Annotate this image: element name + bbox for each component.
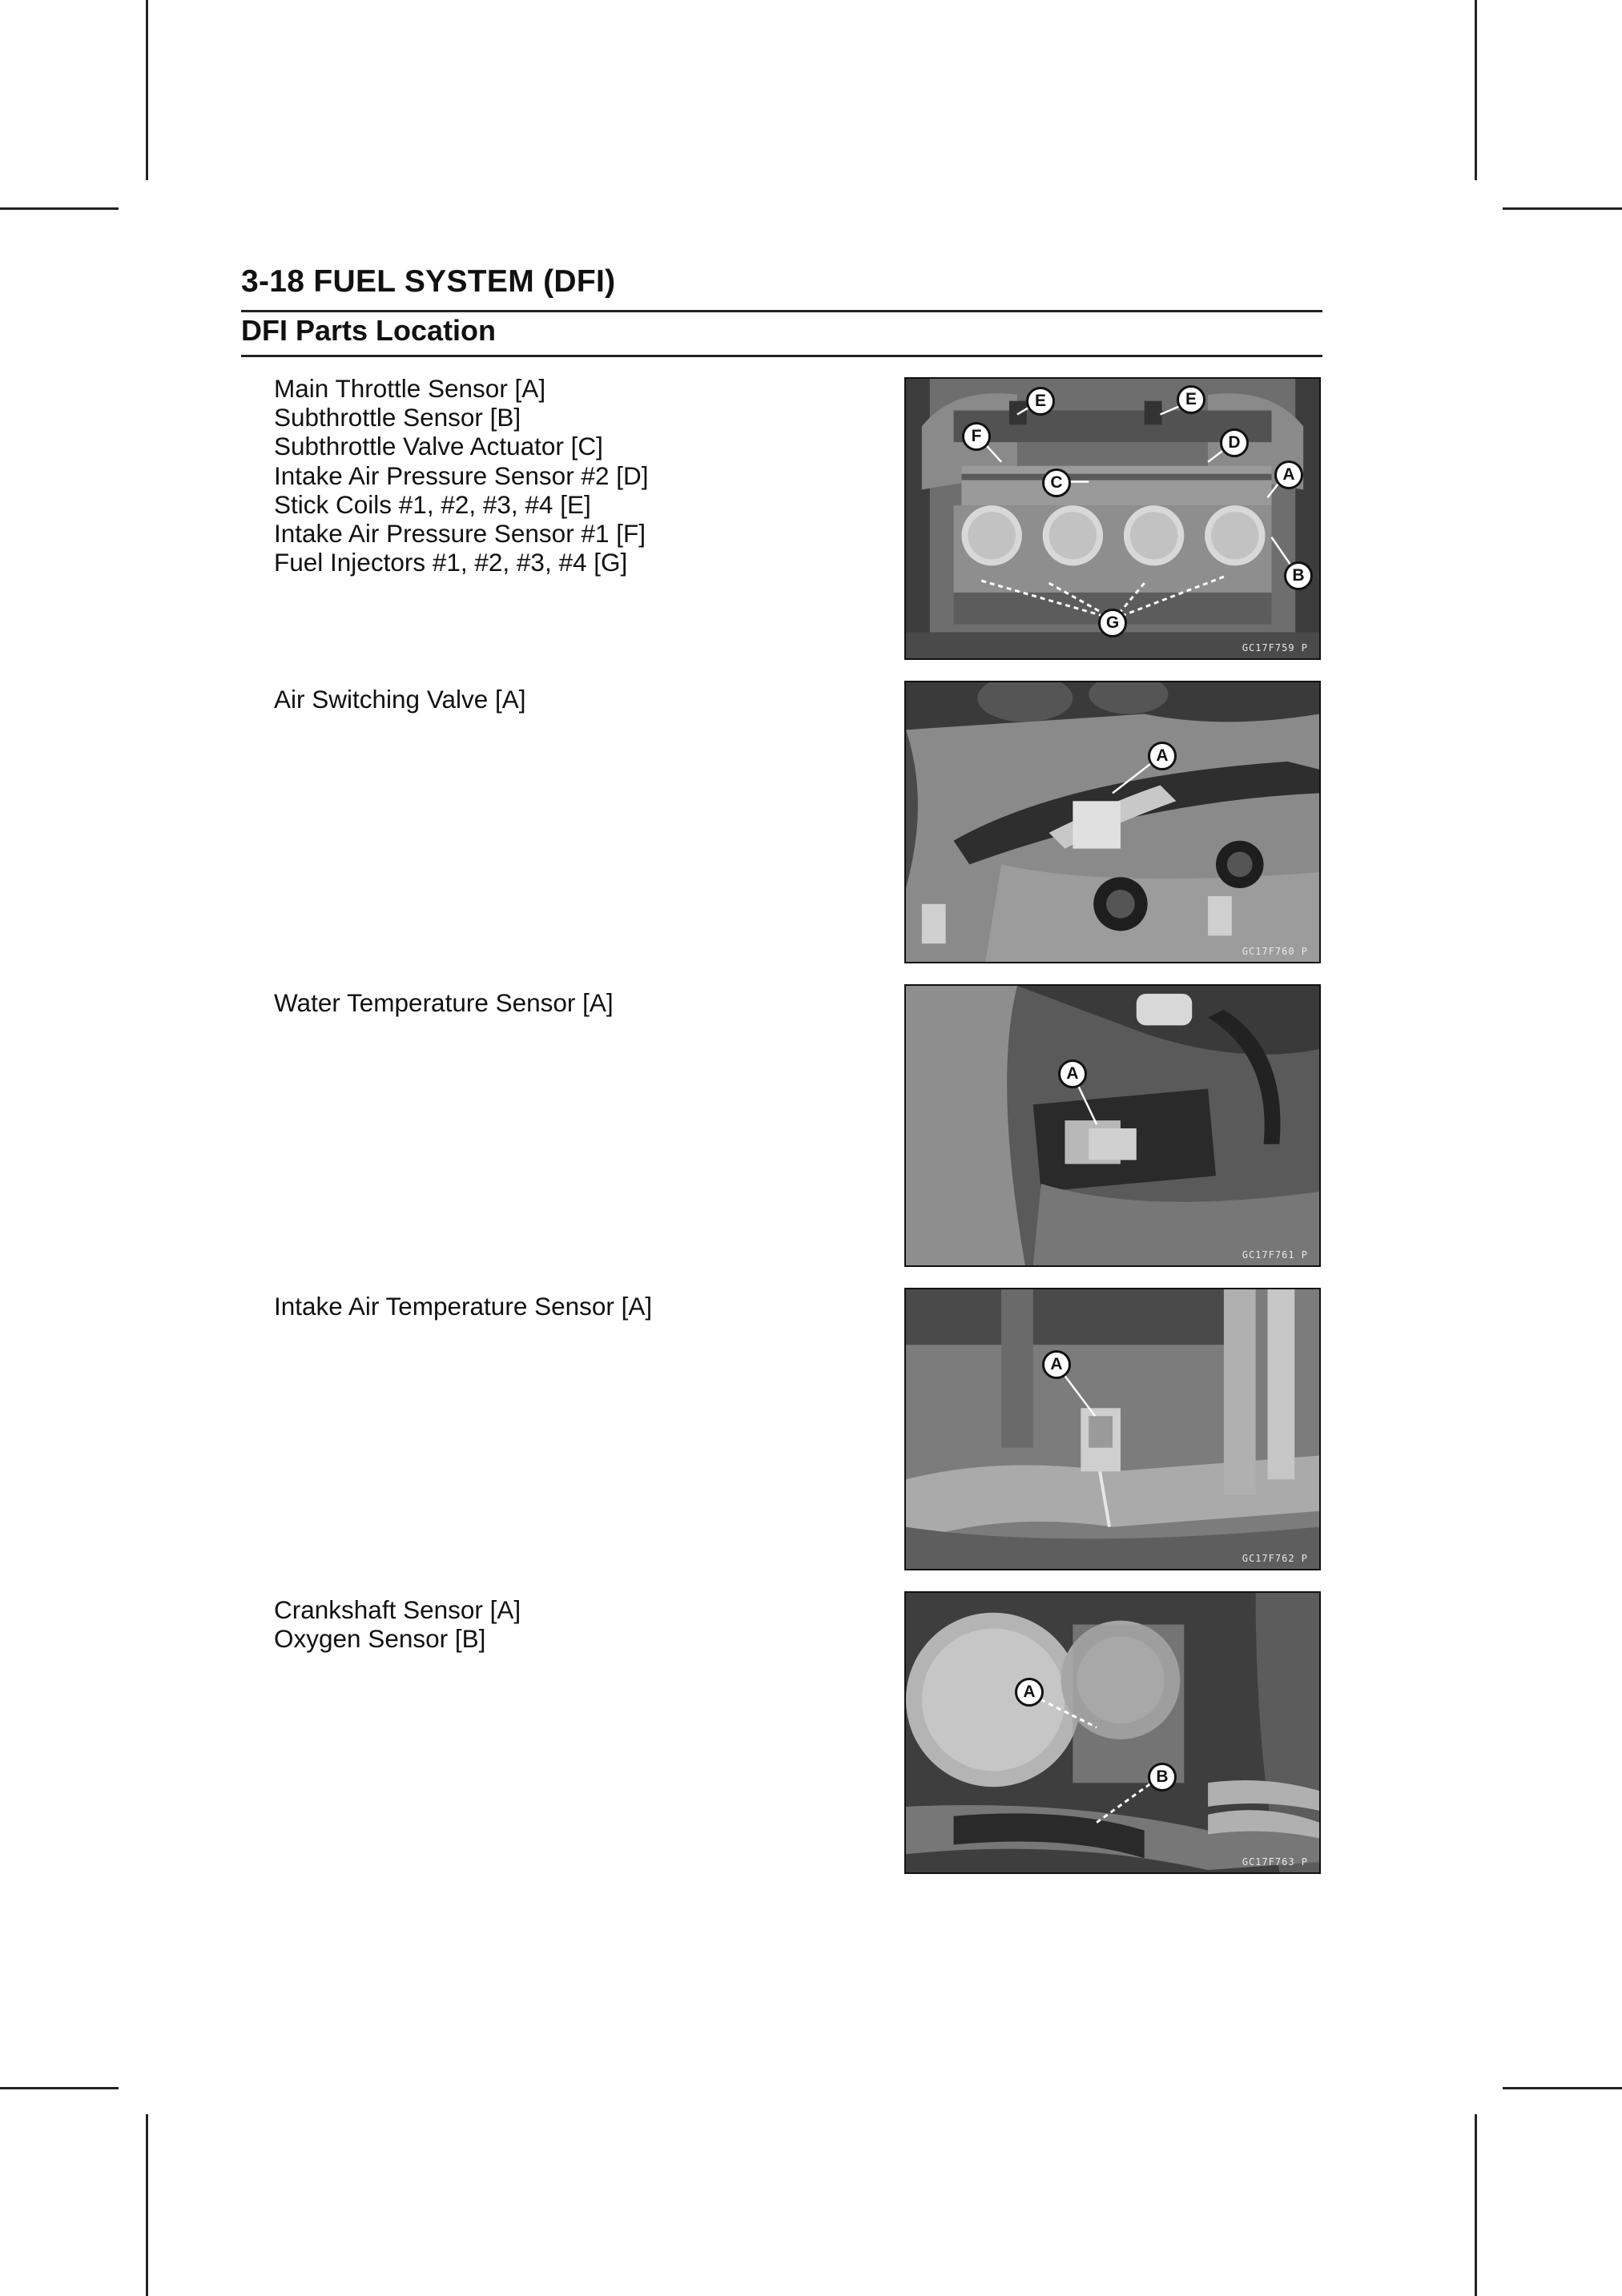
crankshaft-oxygen-sensor-illustration [906, 1593, 1319, 1872]
photo-code: GC17F762 P [1242, 1553, 1308, 1564]
crop-mark-bottom-right-vertical [1475, 2114, 1477, 2296]
callout-marker: A [1042, 1350, 1071, 1379]
callout-marker: E [1177, 385, 1205, 414]
crop-mark-top-right-vertical [1475, 0, 1477, 180]
photo-code: GC17F760 P [1242, 946, 1308, 957]
part-label: Stick Coils #1, #2, #3, #4 [E] [274, 489, 591, 519]
page-title: 3-18 FUEL SYSTEM (DFI) [241, 264, 616, 299]
part-label: Intake Air Pressure Sensor #2 [D] [274, 460, 649, 490]
intake-air-temperature-sensor-illustration [906, 1289, 1319, 1569]
callout-marker: F [962, 422, 991, 451]
part-label: Subthrottle Valve Actuator [C] [274, 432, 603, 461]
callout-marker: A [1148, 742, 1177, 770]
entry-2-description [274, 685, 883, 714]
callout-marker: B [1284, 561, 1313, 590]
section-title: DFI Parts Location [241, 314, 497, 347]
callout-marker: C [1042, 468, 1071, 497]
entry-4-description [274, 1292, 883, 1321]
callout-marker: B [1148, 1763, 1177, 1791]
crop-mark-top-right-horizontal [1503, 207, 1622, 210]
entry-3-description [274, 988, 883, 1017]
callout-marker: A [1015, 1678, 1044, 1707]
entry-5-description [274, 1595, 883, 1653]
callout-marker: A [1274, 460, 1303, 489]
photo-code: GC17F761 P [1242, 1249, 1308, 1261]
crop-mark-bottom-left-vertical [146, 2114, 148, 2296]
part-label: Fuel Injectors #1, #2, #3, #4 [G] [274, 548, 628, 577]
part-label: Crankshaft Sensor [A] [274, 1595, 521, 1624]
part-label: Subthrottle Sensor [B] [274, 403, 521, 432]
crop-mark-bottom-left-horizontal [0, 2087, 119, 2089]
photo-intake-air-temperature-sensor [904, 1288, 1321, 1570]
crop-mark-bottom-right-horizontal [1503, 2087, 1622, 2089]
photo-throttle-body-assembly [904, 377, 1321, 660]
photo-crankshaft-and-oxygen-sensor [904, 1591, 1321, 1874]
callout-marker: D [1220, 428, 1249, 457]
entry-1-description [274, 374, 883, 577]
water-temperature-sensor-illustration [906, 986, 1319, 1265]
photo-code: GC17F763 P [1242, 1856, 1308, 1868]
part-label: Intake Air Pressure Sensor #1 [F] [274, 519, 646, 549]
air-switching-valve-illustration [906, 682, 1319, 962]
part-label: Water Temperature Sensor [A] [274, 988, 614, 1017]
photo-code: GC17F759 P [1242, 642, 1308, 653]
part-label: Intake Air Temperature Sensor [A] [274, 1292, 653, 1321]
callout-marker: A [1058, 1060, 1087, 1088]
title-rule [241, 310, 1322, 312]
crop-mark-top-left-vertical [146, 0, 148, 180]
photo-air-switching-valve [904, 681, 1321, 963]
photo-water-temperature-sensor [904, 984, 1321, 1267]
part-label: Oxygen Sensor [B] [274, 1624, 486, 1654]
section-rule [241, 355, 1322, 357]
callout-marker: E [1026, 387, 1055, 416]
part-label: Air Switching Valve [A] [274, 685, 526, 714]
crop-mark-top-left-horizontal [0, 207, 119, 210]
callout-marker: G [1098, 609, 1127, 637]
part-label: Main Throttle Sensor [A] [274, 374, 546, 403]
